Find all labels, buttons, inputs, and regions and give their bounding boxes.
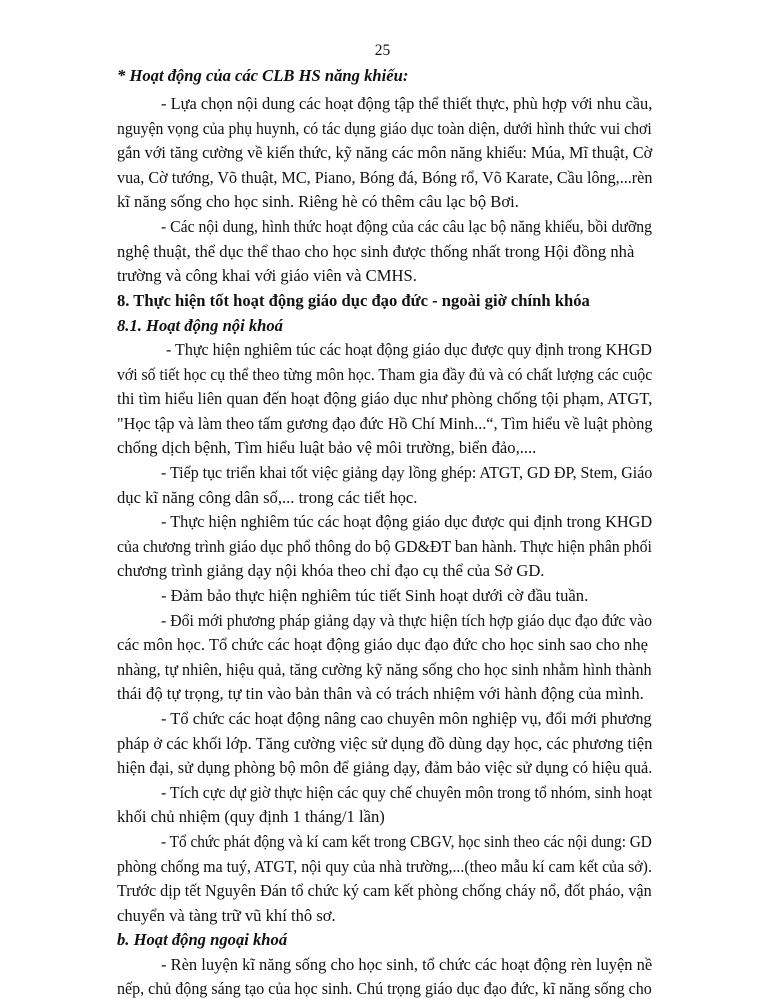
paragraph-line: - Thực hiện nghiêm túc các hoạt động giáo dục được qui định trong KHGD [161, 512, 653, 531]
paragraph-line: nguyện vọng của phụ huynh, có tác dụng giáo dục toàn diện, dưới hình thức vui chơi [117, 119, 652, 138]
paragraph-line: - Tổ chức các hoạt động nâng cao chuyên môn nghiệp vụ, đổi mới phương [161, 709, 652, 728]
paragraph-line: nhàng, tự nhiên, hiệu quả, tăng cường kỹ năng sống cho học sinh nhằm hình thành [117, 660, 652, 679]
paragraph-line: pháp ở các khối lớp. Tăng cường việc sử dụng đồ dùng dạy học, các phương tiện [117, 734, 653, 753]
paragraph-line: - Tích cực dự giờ thực hiện các quy chế chuyên môn trong tổ nhóm, sinh hoạt [161, 783, 653, 802]
paragraph-line: chuyển và tàng trữ vũ khí thô sơ. [117, 906, 336, 925]
paragraph-line: các môn học. Tổ chức các hoạt động giáo dục đạo đức cho học sinh sao cho nhẹ [117, 635, 648, 654]
paragraph-line: thái độ tự trọng, tự tin vào bản thân và có trách nhiệm với hành động của mình. [117, 684, 644, 703]
paragraph-line: - Tổ chức phát động và kí cam kết trong CBGV, học sinh theo các nội dung: GD [161, 832, 652, 851]
paragraph-line: - Tiếp tục triển khai tốt việc giảng dạy lồng ghép: ATGT, GD ĐP, Stem, Giáo [161, 463, 653, 482]
paragraph-line: của chương trình giáo dục phổ thông do bộ GD&ĐT ban hành. Thực hiện phân phối [117, 537, 652, 556]
paragraph-line: với số tiết học cụ thể theo từng môn học. Tham gia đầy đủ và có chất lượng các cuộc [117, 365, 653, 384]
section-8-heading: 8. Thực hiện tốt hoạt động giáo dục đạo đức - ngoài giờ chính khóa [117, 291, 590, 310]
paragraph-line: - Đảm bảo thực hiện nghiêm túc tiết Sinh hoạt dưới cờ đầu tuần. [161, 586, 589, 605]
paragraph-line: - Rèn luyện kĩ năng sống cho học sinh, tổ chức các hoạt động rèn luyện nề [161, 955, 653, 974]
paragraph-line: gắn với tăng cường về kiến thức, kỹ năng các môn năng khiếu: Múa, Mĩ thuật, Cờ [117, 143, 653, 162]
paragraph-line: kĩ năng sống cho học sinh. Riêng hè có thêm câu lạc bộ Bơi. [117, 192, 519, 211]
paragraph-line: thi tìm hiểu liên quan đến hoạt động giáo dục như phòng chống tội phạm, ATGT, [117, 389, 653, 408]
paragraph-line: hiện đại, sử dụng phòng bộ môn để giảng dạy, đảm bảo việc sử dụng có hiệu quả. [117, 758, 653, 777]
paragraph-line: nếp, chủ động sáng tạo của học sinh. Chú trọng giáo dục đạo đức, kĩ năng sống cho [117, 979, 652, 998]
subsection-8-1-heading: 8.1. Hoạt động nội khoá [117, 316, 283, 335]
paragraph-line: "Học tập và làm theo tấm gương đạo đức Hồ Chí Minh...“, Tìm hiểu về luật phòng [117, 414, 653, 433]
clb-heading: * Hoạt động của các CLB HS năng khiếu: [117, 66, 409, 85]
paragraph-line: - Lựa chọn nội dung các hoạt động tập thể thiết thực, phù hợp với nhu cầu, [161, 94, 653, 113]
paragraph-line: Trước dịp tết Nguyên Đán tổ chức ký cam kết phòng chống cháy nổ, đốt pháo, vận [117, 881, 652, 900]
paragraph-line: nghệ thuật, thể dục thể thao cho học sinh được thống nhất trong Hội đồng nhà [117, 242, 635, 261]
paragraph-line: - Đổi mới phương pháp giảng dạy và thực hiện tích hợp giáo dục đạo đức vào [161, 611, 653, 630]
paragraph-line: chương trình giảng dạy nội khóa theo chỉ đạo cụ thể của Sở GD. [117, 561, 545, 580]
paragraph-line: chống dịch bệnh, Tìm hiểu luật bảo vệ môi trường, biển đảo,.... [117, 438, 537, 457]
paragraph-line: - Các nội dung, hình thức hoạt động của các câu lạc bộ năng khiếu, bồi dưỡng [161, 217, 652, 236]
subsection-b-heading: b. Hoạt động ngoại khoá [117, 930, 288, 949]
page-number: 25 [374, 42, 391, 59]
paragraph-line: - Thực hiện nghiêm túc các hoạt động giáo dục được quy định trong KHGD [166, 340, 652, 359]
paragraph-line: vua, Cờ tướng, Võ thuật, MC, Piano, Bóng đá, Bóng rổ, Võ Karate, Cầu lông,...rèn [117, 168, 653, 187]
paragraph-line: dục kĩ năng công dân số,... trong các tiết học. [117, 488, 418, 507]
paragraph-line: khối chủ nhiệm (quy định 1 tháng/1 lần) [117, 807, 385, 826]
paragraph-line: trường và công khai với giáo viên và CMHS. [117, 266, 417, 285]
paragraph-line: phòng chống ma tuý, ATGT, nội quy của nhà trường,...(theo mẫu kí cam kết của sở). [117, 857, 652, 876]
